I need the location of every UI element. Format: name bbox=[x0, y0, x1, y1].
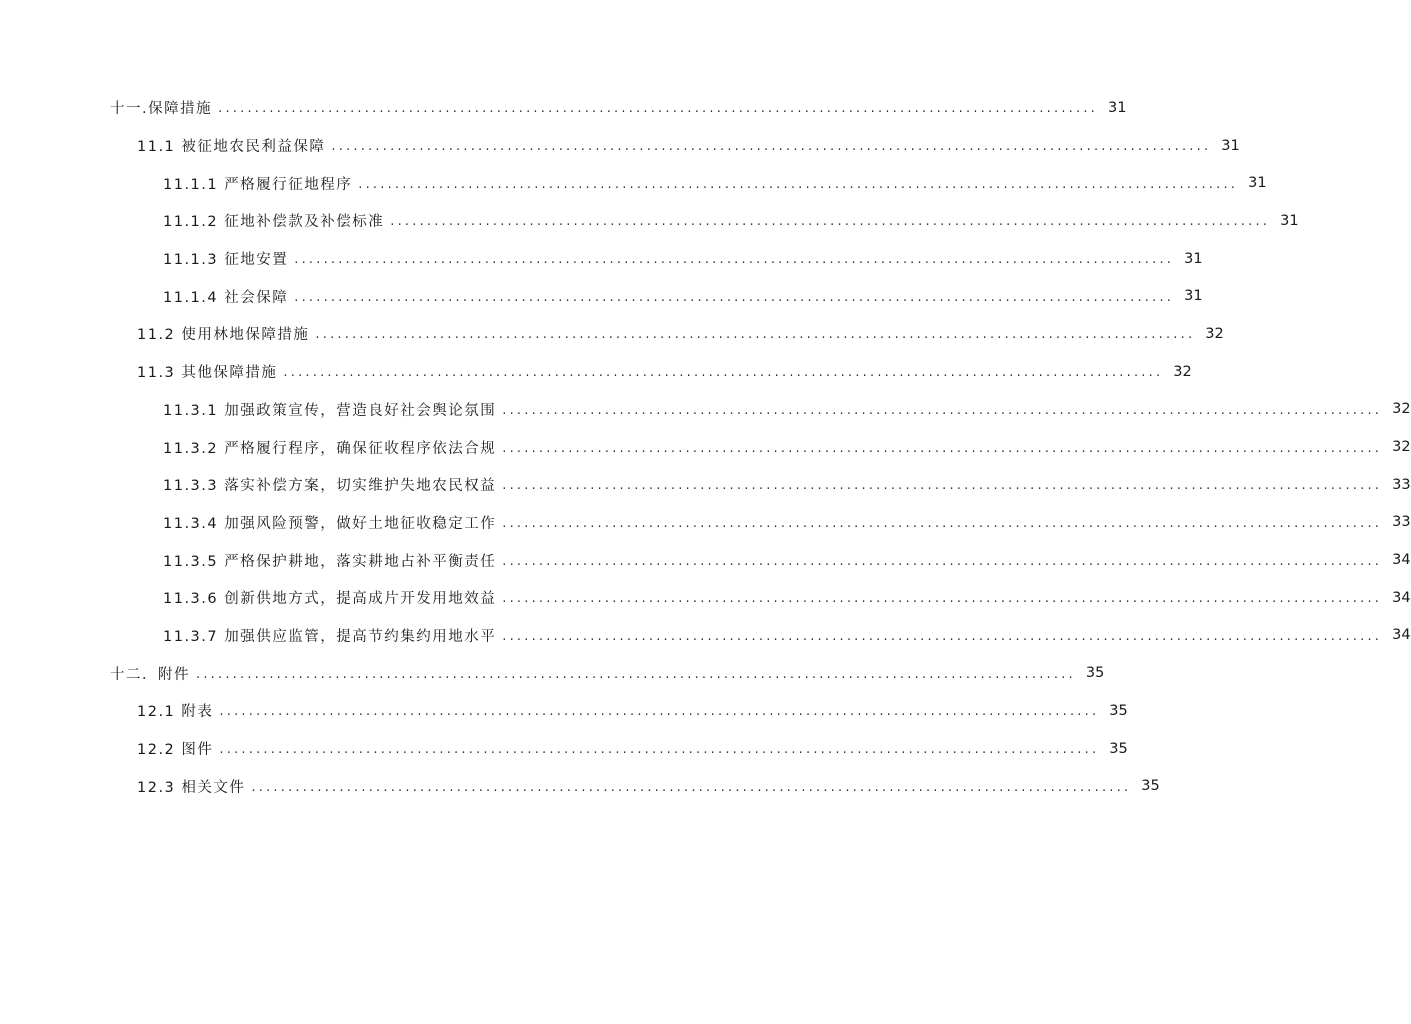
toc-leader-dots: ........................................................................................................................ bbox=[502, 440, 1383, 456]
toc-entry-title: 12.1 附表 bbox=[137, 704, 214, 721]
toc-entry-title: 11.3 其他保障措施 bbox=[137, 365, 278, 382]
toc-entry-title: 11.3.7 加强供应监管，提高节约集约用地水平 bbox=[163, 628, 497, 645]
toc-entry-page: 31 bbox=[1280, 212, 1299, 229]
toc-entry-title: 11.1.1 严格履行征地程序 bbox=[163, 176, 353, 193]
toc-entry[interactable] bbox=[0, 730, 1128, 768]
toc-entry-page: 31 bbox=[1184, 250, 1203, 267]
toc-entry-page: 32 bbox=[1392, 439, 1411, 456]
toc-leader-dots: ........................................................................................................................ bbox=[502, 553, 1383, 569]
toc-leader-dots: ........................................................................................................................ bbox=[251, 779, 1132, 795]
toc-leader-dots: ........................................................................................................................ bbox=[502, 478, 1383, 494]
toc-leader-dots: ........................................................................................................................ bbox=[294, 252, 1175, 268]
toc-entry-page: 34 bbox=[1392, 589, 1411, 606]
toc-entry-page: 34 bbox=[1392, 552, 1411, 569]
toc-entry[interactable] bbox=[0, 164, 1267, 202]
toc-entry-page: 34 bbox=[1392, 627, 1411, 644]
toc-leader-dots: ........................................................................................................................ bbox=[196, 666, 1076, 682]
toc-entry[interactable] bbox=[0, 617, 1411, 655]
toc-entry[interactable] bbox=[0, 504, 1411, 542]
toc-leader-dots: ........................................................................................................................ bbox=[315, 327, 1196, 343]
toc-leader-dots: ........................................................................................................................ bbox=[283, 365, 1164, 381]
toc-entry[interactable] bbox=[0, 277, 1203, 315]
toc-entry[interactable] bbox=[0, 579, 1411, 617]
toc-entry-page: 35 bbox=[1109, 740, 1128, 757]
toc-entry[interactable] bbox=[0, 767, 1160, 805]
toc-entry-title: 11.3.5 严格保护耕地，落实耕地占补平衡责任 bbox=[163, 553, 497, 570]
toc-entry-page: 31 bbox=[1248, 175, 1267, 192]
toc-entry-title: 11.2 使用林地保障措施 bbox=[137, 327, 310, 344]
toc-leader-dots: ........................................................................................................................ bbox=[219, 704, 1100, 720]
toc-leader-dots: ........................................................................................................................ bbox=[502, 591, 1383, 607]
toc-entry[interactable] bbox=[0, 541, 1411, 579]
toc-entry-title: 十一.保障措施 bbox=[110, 101, 213, 118]
toc-entry-title: 11.3.4 加强风险预警，做好土地征收稳定工作 bbox=[163, 515, 497, 532]
toc-entry-page: 35 bbox=[1141, 778, 1160, 795]
toc-entry-page: 31 bbox=[1108, 99, 1127, 116]
toc-leader-dots: ........................................................................................................................ bbox=[219, 742, 1100, 758]
toc-entry[interactable] bbox=[0, 89, 1127, 127]
toc-entry-page: 35 bbox=[1085, 665, 1105, 682]
toc-entry[interactable] bbox=[0, 654, 1105, 692]
toc-entry[interactable] bbox=[0, 428, 1411, 466]
toc-entry-page: 33 bbox=[1392, 476, 1411, 493]
toc-entry-page: 31 bbox=[1221, 137, 1240, 154]
toc-entry[interactable] bbox=[0, 391, 1411, 429]
toc-entry[interactable] bbox=[0, 127, 1240, 165]
toc-leader-dots: ........................................................................................................................ bbox=[390, 214, 1271, 230]
toc-entry-title: 11.1.2 征地补偿款及补偿标准 bbox=[163, 214, 385, 231]
toc-entry-page: 32 bbox=[1205, 325, 1224, 342]
toc-entry-title: 11.3.1 加强政策宣传，营造良好社会舆论氛围 bbox=[163, 402, 497, 419]
toc-entry-title: 11.1.4 社会保障 bbox=[163, 289, 289, 306]
toc-leader-dots: ........................................................................................................................ bbox=[502, 402, 1383, 418]
toc-entry-page: 32 bbox=[1173, 363, 1192, 380]
toc-entry[interactable] bbox=[0, 315, 1224, 353]
toc-entry-page: 32 bbox=[1392, 401, 1411, 418]
toc-leader-dots: ........................................................................................................................ bbox=[218, 101, 1098, 117]
toc-entry-page: 35 bbox=[1109, 702, 1128, 719]
toc-leader-dots: ........................................................................................................................ bbox=[358, 176, 1239, 192]
toc-leader-dots: ........................................................................................................................ bbox=[294, 289, 1175, 305]
toc-entry-title: 11.1 被征地农民利益保障 bbox=[137, 139, 326, 156]
toc-entry-title: 11.3.2 严格履行程序，确保征收程序依法合规 bbox=[163, 440, 497, 457]
toc-leader-dots: ........................................................................................................................ bbox=[502, 515, 1383, 531]
toc-entry[interactable] bbox=[0, 466, 1411, 504]
toc-leader-dots: ........................................................................................................................ bbox=[502, 628, 1383, 644]
toc-entry-page: 33 bbox=[1392, 514, 1411, 531]
toc-entry-title: 12.3 相关文件 bbox=[137, 779, 246, 796]
toc-leader-dots: ........................................................................................................................ bbox=[331, 139, 1212, 155]
toc-entry-title: 11.3.3 落实补偿方案，切实维护失地农民权益 bbox=[163, 478, 497, 495]
toc-entry-page: 31 bbox=[1184, 288, 1203, 305]
toc-entry[interactable] bbox=[0, 202, 1299, 240]
toc-entry[interactable] bbox=[0, 353, 1192, 391]
toc-entry-title: 11.1.3 征地安置 bbox=[163, 252, 289, 269]
toc-entry-title: 十二．附件 bbox=[110, 666, 190, 683]
toc-entry[interactable] bbox=[0, 240, 1203, 278]
table-of-contents bbox=[0, 89, 1411, 805]
toc-entry-title: 12.2 图件 bbox=[137, 742, 214, 759]
toc-entry-title: 11.3.6 创新供地方式，提高成片开发用地效益 bbox=[163, 591, 497, 608]
toc-entry[interactable] bbox=[0, 692, 1128, 730]
